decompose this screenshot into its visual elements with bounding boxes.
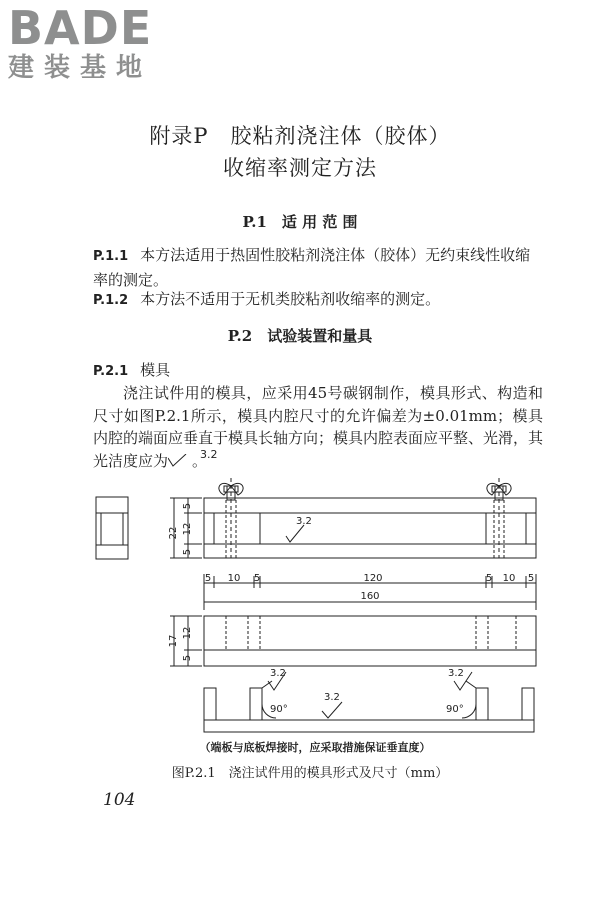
clause-text: 本方法不适用于无机类胶粘剂收缩率的测定。	[140, 290, 441, 308]
clause-p1-2	[93, 288, 543, 313]
dim-label: 5	[182, 502, 193, 510]
dim-label: 17	[168, 634, 179, 648]
publisher-logo	[8, 1, 153, 84]
figure-caption: 图P.2.1 浇注试件用的模具形式及尺寸（mm）	[171, 766, 449, 781]
roughness-check-icon	[168, 454, 192, 468]
dim-label: 10	[502, 573, 516, 584]
clause-p1-1	[93, 244, 543, 291]
page-number: 104	[103, 790, 136, 810]
logo-text-en: BADE	[8, 1, 153, 55]
section-p2-heading: P.2 试验装置和量具	[227, 327, 373, 345]
roughness-mark-front	[286, 525, 304, 542]
dim-label: 5	[485, 573, 493, 584]
roughness-label: 3.2	[296, 516, 312, 527]
appendix-title: 附录P 胶粘剂浇注体（胶体）	[149, 124, 451, 148]
angle-label: 90°	[446, 704, 464, 715]
roughness-value: 3.2	[200, 447, 218, 461]
roughness-label: 3.2	[448, 668, 464, 679]
dim-label: 12	[182, 626, 193, 640]
dim-label: 5	[253, 573, 261, 584]
roughness-label: 3.2	[324, 692, 340, 703]
mold-section-view	[204, 688, 534, 732]
dim-label: 5	[204, 573, 212, 584]
mold-front-view	[204, 478, 536, 558]
dim-label: 160	[360, 591, 380, 602]
clause-number: P.1.1	[93, 249, 129, 264]
mold-figure	[90, 478, 550, 736]
dim-label: 5	[182, 548, 193, 556]
clause-number: P.2.1	[93, 364, 129, 379]
clause-p2-1-heading	[93, 359, 543, 384]
clause-p2-1-body	[93, 382, 543, 472]
roughness-label: 3.2	[270, 668, 286, 679]
clause-text: 浇注试件用的模具，应采用45号碳钢制作，模具形式、构造和尺寸如图P.2.1所示，模具内腔尺寸的允许偏差为±0.01mm；模具内腔的端面应垂直于模具长轴方向；模具内腔表面应平整、光滑，其光洁度应为	[93, 384, 544, 470]
roughness-mark-center	[322, 702, 342, 718]
mold-top-view	[204, 616, 536, 666]
dim-label: 120	[363, 573, 383, 584]
clause-text-end: 。	[192, 451, 208, 470]
mold-end-view	[96, 497, 128, 559]
clause-heading: 模具	[140, 361, 171, 379]
dim-label: 12	[182, 522, 193, 536]
section-p1-heading: P.1 适 用 范 围	[242, 213, 358, 231]
dim-label: 22	[168, 526, 179, 540]
figure-note: （端板与底板焊接时，应采取措施保证垂直度）	[199, 741, 431, 754]
dim-label: 5	[527, 573, 535, 584]
appendix-subtitle: 收缩率测定方法	[223, 156, 377, 180]
angle-label: 90°	[270, 704, 288, 715]
roughness-symbol	[168, 447, 218, 466]
logo-text-cn: 建装基地	[8, 53, 153, 83]
clause-text: 本方法适用于热固性胶粘剂浇注体（胶体）无约束线性收缩率的测定。	[93, 246, 531, 289]
dim-label: 5	[182, 654, 193, 662]
dim-label: 10	[227, 573, 241, 584]
clause-number: P.1.2	[93, 293, 129, 308]
